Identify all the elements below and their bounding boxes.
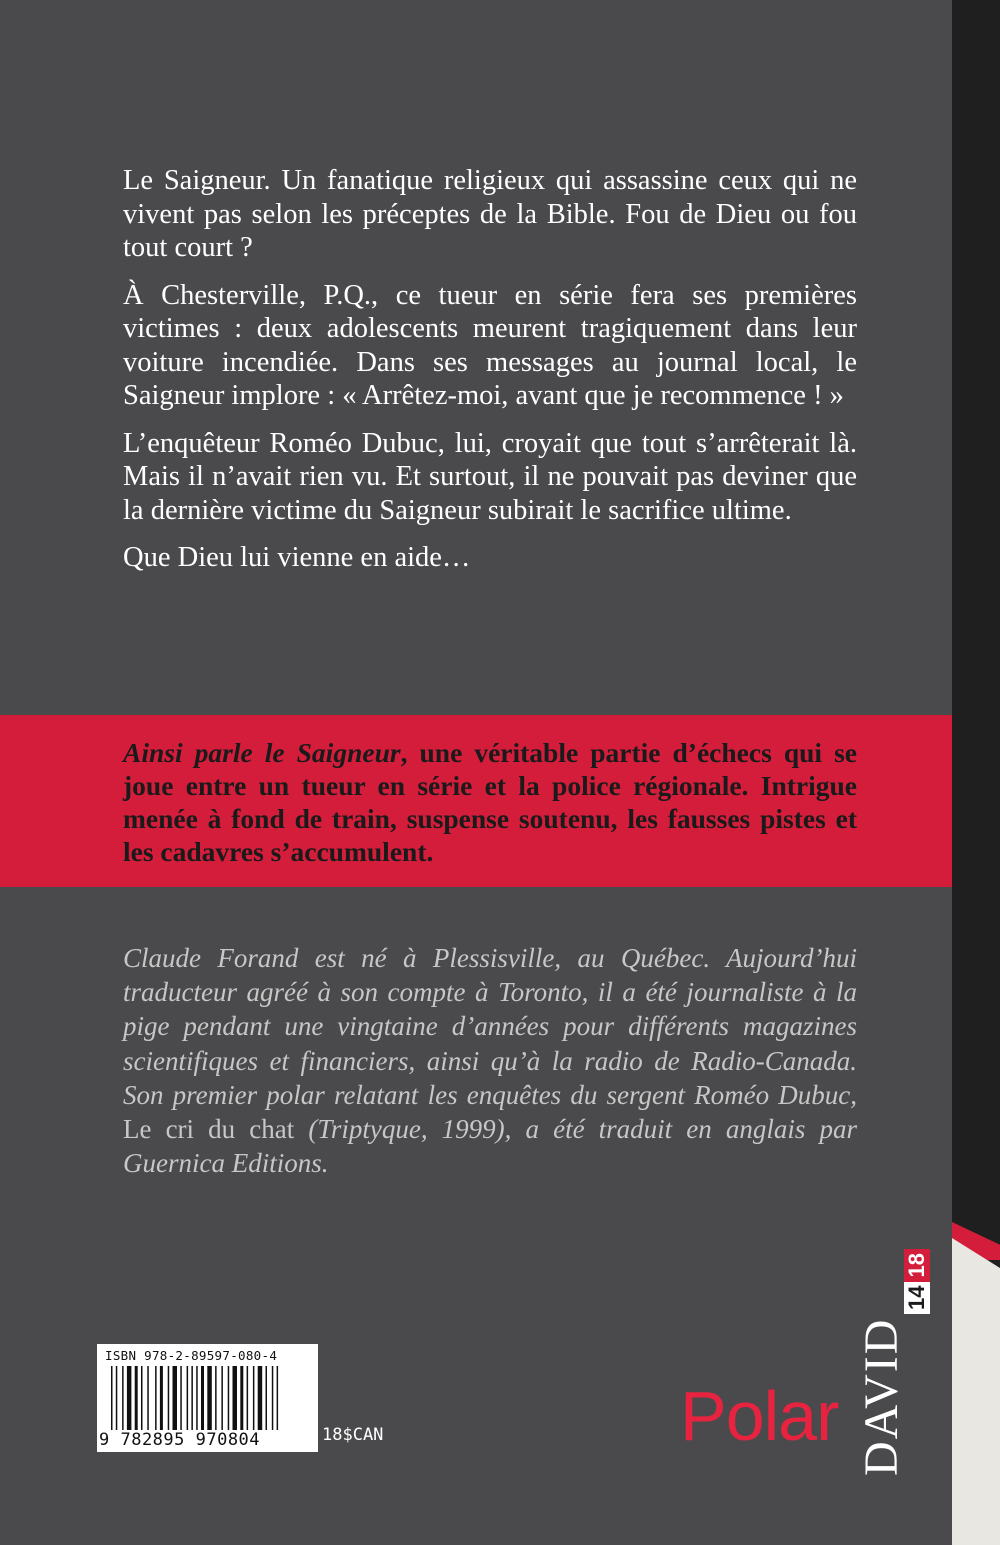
author-bio-book-title: Le cri du chat <box>123 1114 309 1145</box>
isbn-label: ISBN 978-2-89597-080-4 <box>105 1348 278 1363</box>
barcode-bar <box>135 1366 138 1430</box>
barcode-bar <box>155 1366 157 1430</box>
barcode-bar <box>173 1366 178 1430</box>
author-bio-text-2: (Triptyque, 1999), a été traduit en anglais par Guernica Editions. <box>123 1114 857 1179</box>
barcode-bar <box>116 1366 118 1430</box>
tagline-book-title: Ainsi parle le Saigneur <box>123 737 401 768</box>
barcode-bar <box>266 1366 268 1430</box>
barcode-bar <box>253 1366 255 1430</box>
barcode-bar <box>201 1366 204 1430</box>
barcode-bar <box>247 1366 249 1430</box>
ean-number: 9 782895 970804 <box>99 1430 261 1450</box>
barcode-bar <box>111 1366 113 1430</box>
collection-label: Polar <box>680 1377 839 1455</box>
publisher-logo: DAVID <box>855 1317 908 1476</box>
barcode-bar <box>207 1366 212 1430</box>
synopsis-paragraph-3: L’enquêteur Roméo Dubuc, lui, croyait que tout s’arrêterait là. Mais il n’avait rien vu. Et surtout, il ne pouvait pas deviner que la dernière victime du Saigneur subirait le sacrifice ultime. <box>123 427 857 526</box>
barcode-bar <box>228 1366 230 1430</box>
price: 18$CAN <box>322 1425 384 1445</box>
barcode-bar <box>191 1366 193 1430</box>
barcode-bar <box>272 1366 274 1430</box>
barcode-bar <box>277 1366 279 1430</box>
barcode-bar <box>215 1366 217 1430</box>
synopsis <box>123 164 857 589</box>
barcode-bars <box>111 1366 309 1430</box>
barcode-bar <box>240 1366 243 1430</box>
barcode-bar <box>258 1366 263 1430</box>
barcode-bar <box>180 1366 182 1430</box>
spine-light-accent <box>952 1238 1000 1545</box>
synopsis-paragraph-1: Le Saigneur. Un fanatique religieux qui assassine ceux qui ne vivent pas selon les préceptes de la Bible. Fou de Dieu ou fou tout court ? <box>123 165 857 263</box>
barcode-bar <box>221 1366 223 1430</box>
barcode-bar <box>187 1366 189 1430</box>
age-from: 14 <box>904 1282 930 1314</box>
barcode-bar <box>127 1366 131 1430</box>
author-bio-text-1: Claude Forand est né à Plessisville, au Québec. Aujourd’hui traducteur agréé à son compte à Toronto, il a été journaliste à la pige pendant une vingtaine d’années pour différents magazines scientifiques et financiers, ainsi qu’à la radio de Radio-Canada. Son premier polar relatant les enquêtes du sergent Roméo Dubuc, <box>123 943 857 1110</box>
barcode <box>97 1344 318 1452</box>
synopsis-paragraph-4: Que Dieu lui vienne en aide… <box>123 542 471 573</box>
age-to: 18 <box>904 1249 930 1281</box>
age-range-badge <box>904 1249 930 1314</box>
tagline-text: , une véritable partie d’échecs qui se joue entre un tueur en série et la police régionale. Intrigue menée à fond de train, suspense soutenu, les fausses pistes et les cadavres s’accumulent. <box>123 737 857 867</box>
barcode-bar <box>233 1366 238 1430</box>
barcode-bar <box>122 1366 124 1430</box>
barcode-bar <box>196 1366 198 1430</box>
barcode-bar <box>141 1366 143 1430</box>
barcode-bar <box>147 1366 149 1430</box>
barcode-bar <box>168 1366 170 1430</box>
tagline <box>123 736 857 868</box>
barcode-bar <box>160 1366 163 1430</box>
synopsis-paragraph-2: À Chesterville, P.Q., ce tueur en série fera ses premières victimes : deux adolescents meurent tragiquement dans leur voiture incendiée. Dans ses messages au journal local, le Saigneur implore : « Arrêtez-moi, avant que je recommence ! » <box>123 279 857 411</box>
author-bio <box>123 941 857 1180</box>
